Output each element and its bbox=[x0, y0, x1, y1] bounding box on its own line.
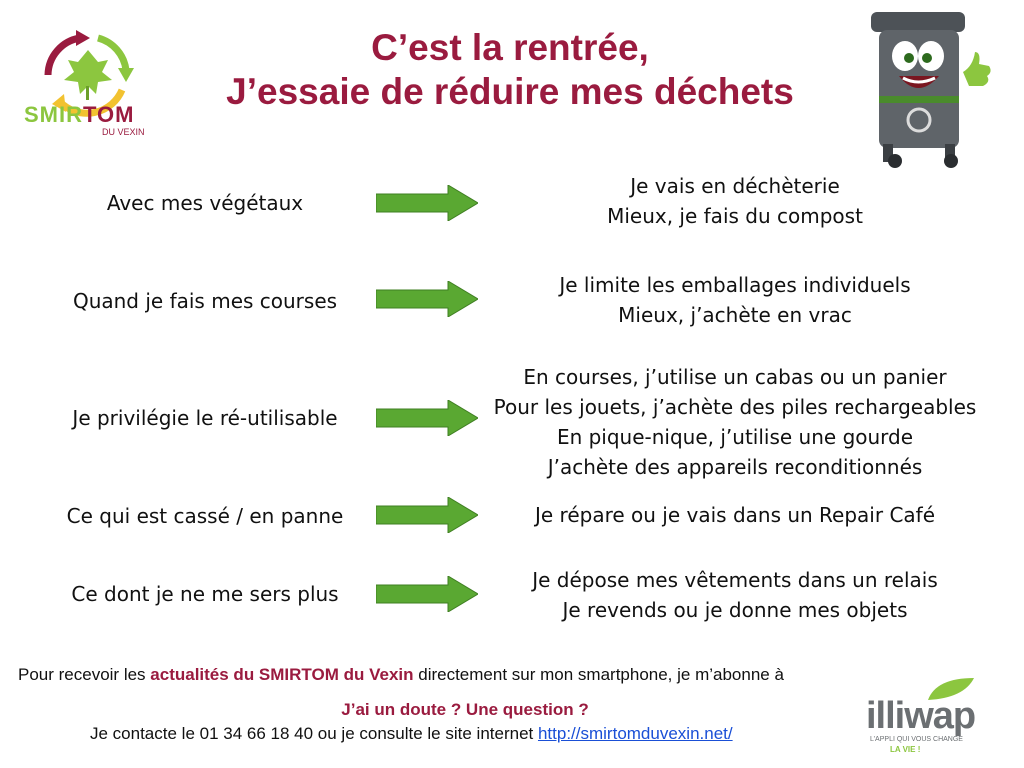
arrow-right-icon bbox=[376, 400, 478, 436]
row-label-plus-utilise: Ce dont je ne me sers plus bbox=[71, 582, 339, 606]
row-advice-panne: Je répare ou je vais dans un Repair Café bbox=[534, 503, 936, 527]
page-title-line2: J’essaie de réduire mes déchets bbox=[226, 71, 794, 112]
row-advice-reutilisable: En courses, j’utilise un cabas ou un panier Pour les jouets, j’achète des piles rechargeables En pique-nique, j’utilise une gourde J’achète des appareils reconditionnés bbox=[493, 365, 977, 479]
logo-subtext: DU VEXIN bbox=[102, 127, 145, 137]
row-advice-vegetaux: Je vais en déchèterie Mieux, je fais du compost bbox=[607, 174, 863, 228]
logo-text: SMIRTOM bbox=[24, 102, 135, 127]
row-label-courses: Quand je fais mes courses bbox=[72, 289, 338, 313]
trash-bin-mascot-icon bbox=[865, 8, 995, 168]
row-label-panne: Ce qui est cassé / en panne bbox=[66, 504, 344, 528]
page-title-line1: C’est la rentrée, bbox=[371, 27, 649, 68]
footer-newsletter-text: Pour recevoir les actualités du SMIRTOM du Vexin directement sur mon smartphone, je m’abonne à bbox=[18, 665, 784, 684]
row-advice-plus-utilise: Je dépose mes vêtements dans un relais Je revends ou je donne mes objets bbox=[532, 568, 938, 622]
row-label-vegetaux: Avec mes végétaux bbox=[106, 191, 304, 215]
arrow-right-icon bbox=[376, 576, 478, 612]
smirtom-logo bbox=[18, 20, 158, 140]
illiwap-tagline: L’APPLI QUI VOUS CHANGE bbox=[870, 736, 963, 743]
row-label-reutilisable: Je privilégie le ré-utilisable bbox=[72, 406, 338, 430]
arrow-right-icon bbox=[376, 497, 478, 533]
footer-question: J’ai un doute ? Une question ? bbox=[341, 700, 589, 719]
row-advice-courses: Je limite les emballages individuels Mieux, j’achète en vrac bbox=[559, 273, 911, 327]
illiwap-tagline-2: LA VIE ! bbox=[890, 745, 921, 754]
arrow-right-icon bbox=[376, 185, 478, 221]
footer-contact: Je contacte le 01 34 66 18 40 ou je consulte le site internet http://smirtomduvexin.net/ bbox=[90, 724, 733, 743]
website-link[interactable]: http://smirtomduvexin.net/ bbox=[537, 724, 733, 743]
illiwap-brand: illiwap bbox=[866, 695, 976, 737]
arrow-right-icon bbox=[376, 281, 478, 317]
illiwap-logo[interactable] bbox=[866, 676, 1006, 760]
